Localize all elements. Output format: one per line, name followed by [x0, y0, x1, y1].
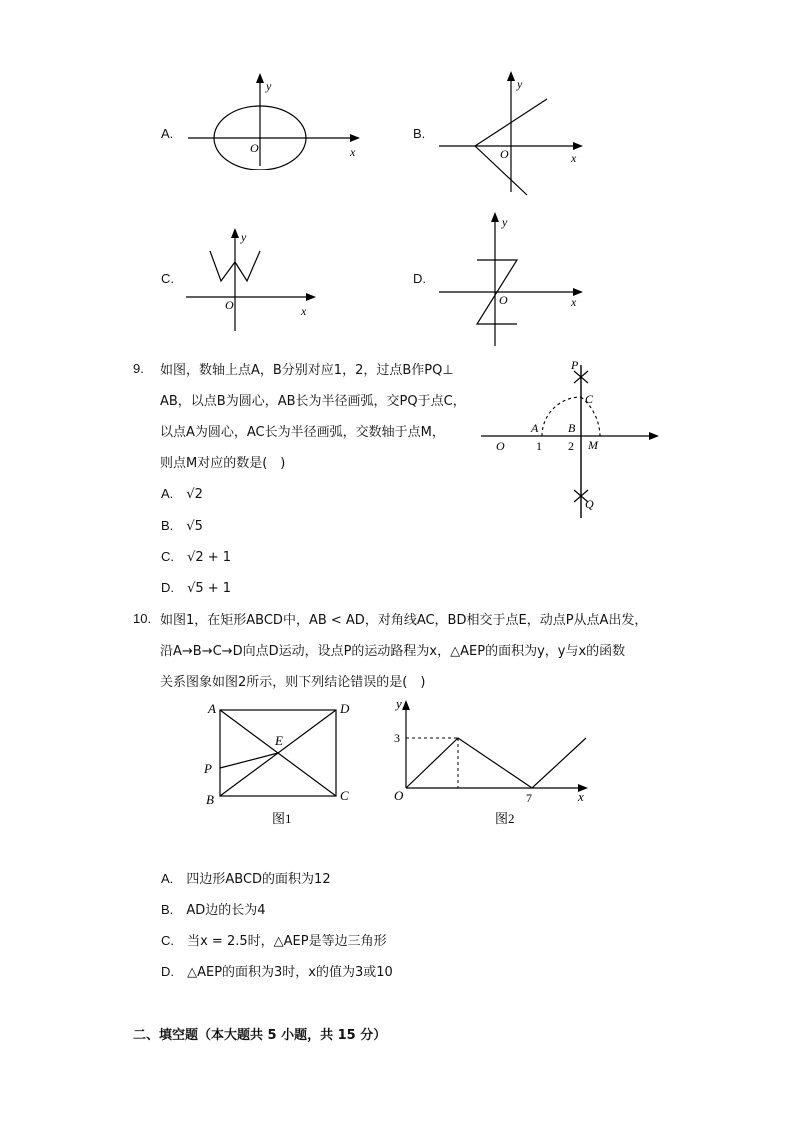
question-line: 关系图象如图2所示，则下列结论错误的是( ) — [160, 675, 426, 690]
question-line: 如图，数轴上点A，B分别对应1，2，过点B作PQ⊥ — [160, 363, 454, 378]
answer-option[interactable] — [161, 899, 266, 918]
vertex-label-b: B — [206, 792, 214, 807]
question-line: 以点A为圆心，AC长为半径画弧，交数轴于点M， — [160, 425, 445, 440]
option-text: √5 + 1 — [187, 581, 232, 596]
option-text: √2 — [186, 487, 203, 502]
vertex-label-d: D — [340, 701, 350, 716]
figure-caption: 图2 — [495, 811, 515, 826]
tick-label-1: 1 — [536, 439, 542, 453]
question-line: 则点M对应的数是( ) — [160, 456, 286, 471]
origin-label: O — [394, 788, 404, 803]
x-label: x — [301, 304, 307, 318]
x-label: x — [571, 151, 577, 165]
x-axis-label: x — [578, 789, 584, 804]
tick-label-3: 3 — [394, 731, 400, 745]
question-line: 沿A→B→C→D向点D运动，设点P的运动路程为x，△AEP的面积为y，y与x的函数 — [160, 644, 626, 659]
answer-option[interactable] — [161, 930, 387, 949]
section-heading: 二、填空题（本大题共 5 小题，共 15 分） — [133, 1028, 387, 1043]
answer-option[interactable] — [161, 868, 331, 887]
answer-option[interactable] — [161, 483, 203, 502]
option-letter: D. — [413, 271, 426, 286]
point-label-q: Q — [585, 497, 594, 511]
y-label: y — [266, 79, 272, 93]
angle-graph — [435, 68, 590, 198]
option-letter: A. — [161, 486, 174, 501]
answer-option[interactable] — [161, 577, 231, 596]
option-text: AD边的长为4 — [186, 903, 266, 918]
point-label-p: P — [571, 358, 579, 372]
point-label-c: C — [585, 392, 594, 406]
option-letter: B. — [161, 518, 174, 533]
option-letter: C. — [161, 933, 174, 948]
rectangle-figure — [198, 697, 358, 832]
number-line-figure — [475, 355, 665, 525]
question-number: 9. — [133, 361, 144, 376]
x-label: x — [571, 295, 577, 309]
option-letter: B. — [161, 902, 174, 917]
vertex-label-c: C — [340, 788, 349, 803]
point-label-b: B — [568, 421, 576, 435]
origin-label: O — [499, 293, 508, 307]
point-label-a: A — [531, 421, 539, 435]
vertex-label-a: A — [208, 701, 216, 716]
point-label-p: P — [204, 761, 212, 776]
origin-label: O — [225, 298, 234, 312]
y-label: y — [241, 230, 247, 244]
tick-label-7: 7 — [526, 791, 532, 805]
tick-label-2: 2 — [568, 439, 574, 453]
option-letter: C. — [161, 271, 174, 286]
answer-option[interactable] — [161, 546, 231, 565]
w-shaped-graph — [180, 225, 325, 335]
y-label: y — [517, 77, 523, 91]
x-label: x — [350, 145, 356, 159]
answer-option[interactable] — [161, 515, 203, 534]
y-label: y — [502, 215, 508, 229]
question-line: AB，以点B为圆心，AB长为半径画弧，交PQ于点C， — [160, 394, 466, 409]
option-text: 四边形ABCD的面积为12 — [186, 872, 331, 887]
figure-caption: 图1 — [272, 811, 292, 826]
answer-option[interactable] — [161, 961, 393, 980]
z-shaped-graph — [435, 208, 590, 348]
point-label-o: O — [496, 439, 505, 453]
option-letter: D. — [161, 964, 174, 979]
point-label-e: E — [275, 733, 283, 748]
origin-label: O — [500, 147, 509, 161]
option-text: 当x = 2.5时，△AEP是等边三角形 — [187, 934, 387, 949]
option-text: △AEP的面积为3时，x的值为3或10 — [187, 965, 393, 980]
option-letter: A. — [161, 871, 174, 886]
option-letter: B. — [413, 126, 426, 141]
option-letter: C. — [161, 549, 174, 564]
function-graph-figure — [388, 694, 598, 832]
origin-label: O — [250, 141, 259, 155]
point-label-m: M — [588, 438, 598, 452]
option-text: √5 — [186, 519, 203, 534]
question-number: 10. — [133, 611, 152, 626]
question-line: 如图1，在矩形ABCD中，AB < AD，对角线AC，BD相交于点E，动点P从点A出发， — [160, 613, 648, 628]
ellipse-graph — [180, 70, 370, 170]
option-letter: D. — [161, 580, 174, 595]
option-text: √2 + 1 — [187, 550, 232, 565]
option-letter: A. — [161, 126, 174, 141]
y-axis-label: y — [396, 696, 402, 711]
